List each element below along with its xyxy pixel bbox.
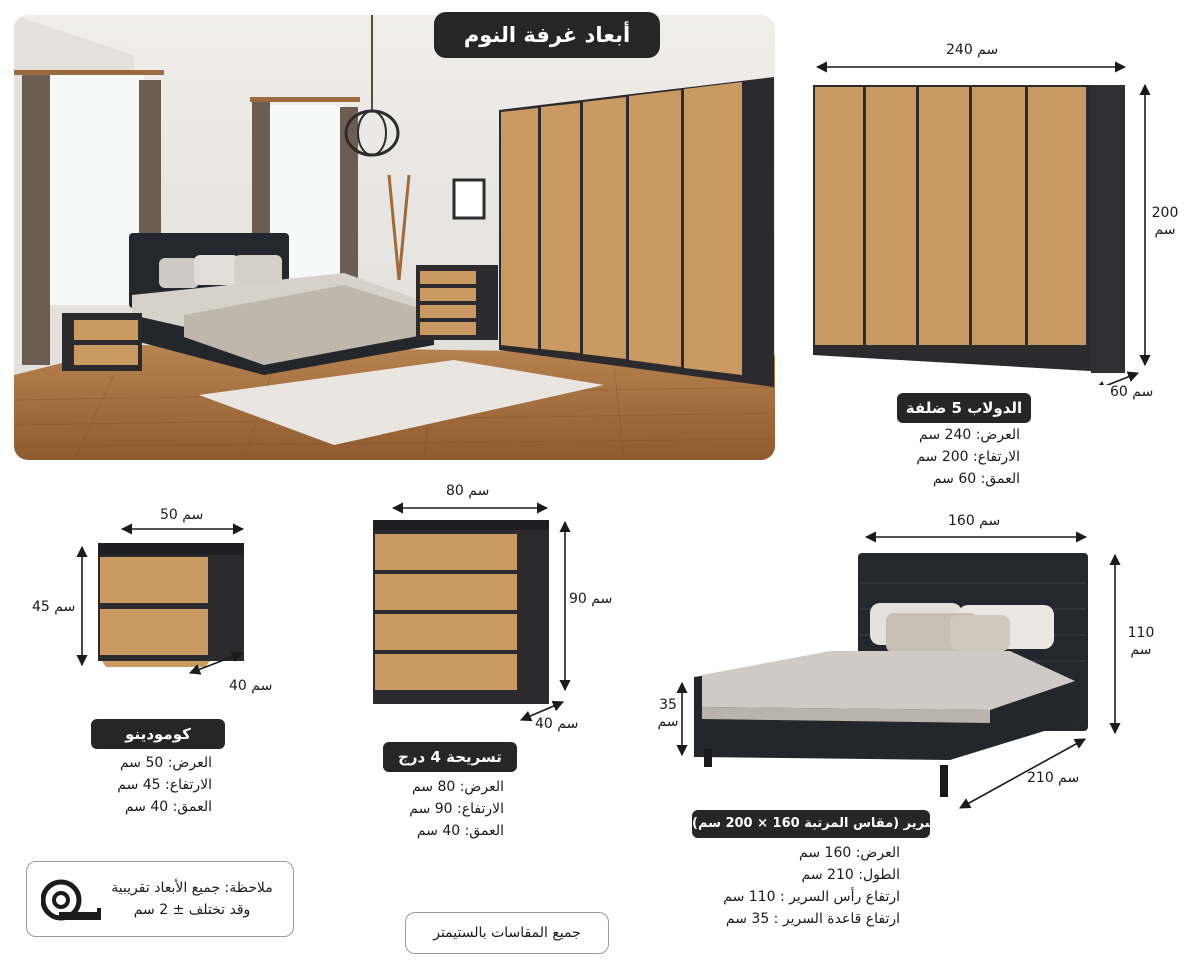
dresser-spec-width: العرض: 80 سم: [411, 779, 504, 795]
nightstand-drawing: [70, 515, 270, 685]
bed-base-value: 35: [659, 697, 677, 713]
wardrobe-specs: [900, 424, 1020, 490]
page-title: أبعاد غرفة النوم: [434, 12, 660, 58]
bed-headboard-value: 110: [1127, 625, 1155, 641]
wardrobe-depth-dim: 60 سم: [1110, 384, 1154, 400]
bed-base-dim: [646, 697, 690, 731]
wardrobe-label: الدولاب 5 ضلفة: [897, 393, 1031, 423]
units-label: جميع المقاسات بالستيمتر: [433, 925, 581, 941]
dresser-spec-height: الارتفاع: 90 سم: [409, 801, 504, 817]
bed-spec-length: الطول: 210 سم: [801, 867, 900, 883]
wardrobe-width-dim: 240 سم: [946, 42, 999, 58]
nightstand-spec-height: الارتفاع: 45 سم: [117, 777, 212, 793]
units-box: [405, 912, 609, 954]
bed-specs: [710, 842, 900, 930]
bed-headboard-dim: [1119, 625, 1163, 659]
dresser-depth-dim: 40 سم: [535, 716, 579, 732]
bed-spec-base: ارتفاع قاعدة السرير : 35 سم: [725, 911, 900, 927]
bed-drawing: [650, 505, 1130, 810]
bed-spec-width: العرض: 160 سم: [799, 845, 900, 861]
wardrobe-height-value: 200: [1151, 205, 1179, 221]
note-line-1: ملاحظة: جميع الأبعاد تقريبية: [111, 880, 273, 896]
bed-label: سرير (مقاس المرتبة 160 × 200 سم): [692, 810, 930, 838]
note-line-2: وقد تختلف ± 2 سم: [133, 902, 251, 918]
room-photo: [14, 15, 775, 460]
nightstand-label: كومودينو: [91, 719, 225, 749]
tape-measure-icon: [41, 878, 103, 922]
wardrobe-spec-height: الارتفاع: 200 سم: [916, 449, 1020, 465]
nightstand-specs: [100, 752, 212, 818]
bed-spec-headboard: ارتفاع رأس السرير : 110 سم: [723, 889, 900, 905]
note-box: [26, 861, 294, 937]
bed-width-dim: 160 سم: [948, 513, 1001, 529]
nightstand-spec-depth: العمق: 40 سم: [124, 799, 212, 815]
bed-headboard-unit: سم: [1130, 642, 1152, 658]
wardrobe-spec-width: العرض: 240 سم: [919, 427, 1020, 443]
dresser-spec-depth: العمق: 40 سم: [416, 823, 504, 839]
wardrobe-height-dim: [1143, 205, 1187, 239]
bed-base-unit: سم: [657, 714, 679, 730]
wardrobe-spec-depth: العمق: 60 سم: [932, 471, 1020, 487]
dresser-height-dim: 90 سم: [569, 591, 613, 607]
dresser-drawing: [365, 498, 585, 728]
wardrobe-drawing: [795, 55, 1175, 385]
dresser-label: تسريحة 4 درج: [383, 742, 517, 772]
dresser-width-dim: 80 سم: [446, 483, 490, 499]
dresser-specs: [392, 776, 504, 842]
room-scene-illustration: [14, 15, 775, 460]
nightstand-height-dim: 45 سم: [32, 599, 76, 615]
nightstand-depth-dim: 40 سم: [229, 678, 273, 694]
nightstand-width-dim: 50 سم: [160, 507, 204, 523]
bed-length-dim: 210 سم: [1027, 770, 1080, 786]
note-text: [107, 877, 277, 921]
nightstand-spec-width: العرض: 50 سم: [119, 755, 212, 771]
wardrobe-height-unit: سم: [1154, 222, 1176, 238]
